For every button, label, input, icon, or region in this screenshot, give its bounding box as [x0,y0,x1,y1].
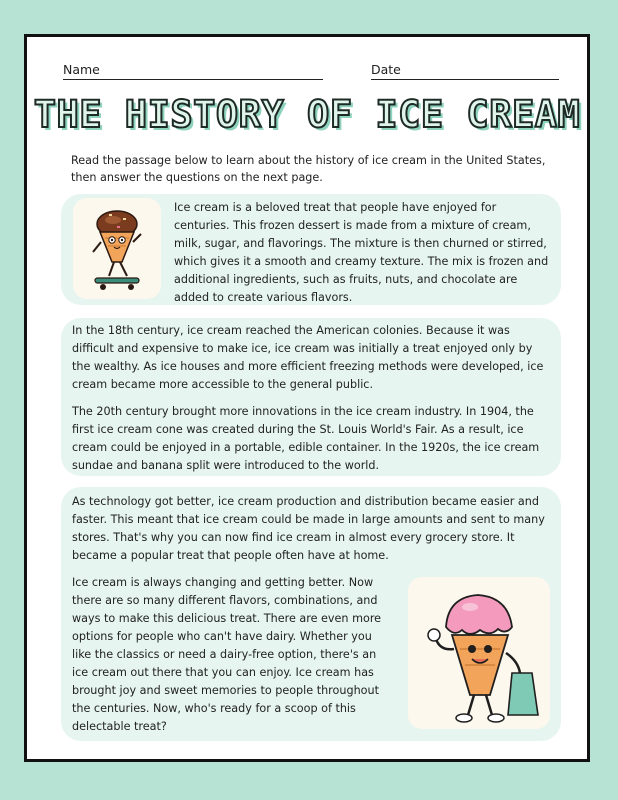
header-fields [63,63,559,83]
section-box-2 [61,318,561,476]
section-box-3 [61,487,561,741]
section-3-paragraph-1: As technology got better, ice cream production and distribution became easier and faster. This meant that ice cream could be made in large amounts and sent to many stores. That's why you can now find ice cream in almost every grocery store. It became a popular treat that people often have at home. [72,495,545,562]
section-3-paragraph-2: Ice cream is always changing and getting better. Now there are so many different flavors, combinations, and ways to make this delicious treat. There are even more options for people who can't have dairy. Whether you like the classics or need a dairy-free option, there's an ice cream out there that you can enjoy. Ice cream has brought joy and sweet memories to people throughout the centuries. Now, who's ready for a scoop of this delectable treat? [72,576,382,733]
name-field[interactable]: Name [63,63,323,80]
ice-cream-cone-with-sign-illustration [408,577,550,729]
section-2-paragraph-2: The 20th century brought more innovations in the ice cream industry. In 1904, the first ice cream cone was created during the St. Louis World's Fair. As a result, ice cream could be enjoyed in a portable, edible container. In the 1920s, the ice cream sundae and banana split were introduced to the world. [72,405,540,472]
worksheet-page [24,34,590,762]
intro-text: Read the passage below to learn about the history of ice cream in the United States, then answer the questions on the next page. [71,154,546,184]
section-1-text: Ice cream is a beloved treat that people have enjoyed for centuries. This frozen dessert is made from a mixture of cream, milk, sugar, and flavorings. The mixture is then churned or stirred, which gives it a smooth and creamy texture. The mix is frozen and additional ingredients, such as fruits, nuts, and chocolate are added to create various flavors. [174,201,549,304]
date-field[interactable]: Date [371,63,559,80]
section-box-1 [61,194,561,305]
page-title: THE HISTORY OF ICE CREAM [33,93,581,136]
section-2-paragraph-1: In the 18th century, ice cream reached the American colonies. Because it was difficult and expensive to make ice, ice cream was initially a treat enjoyed only by the wealthy. As ice houses and more efficient freezing methods were developed, ice cream became more accessible to the general public. [72,324,544,391]
skateboarding-ice-cream-cone-illustration [73,198,161,299]
